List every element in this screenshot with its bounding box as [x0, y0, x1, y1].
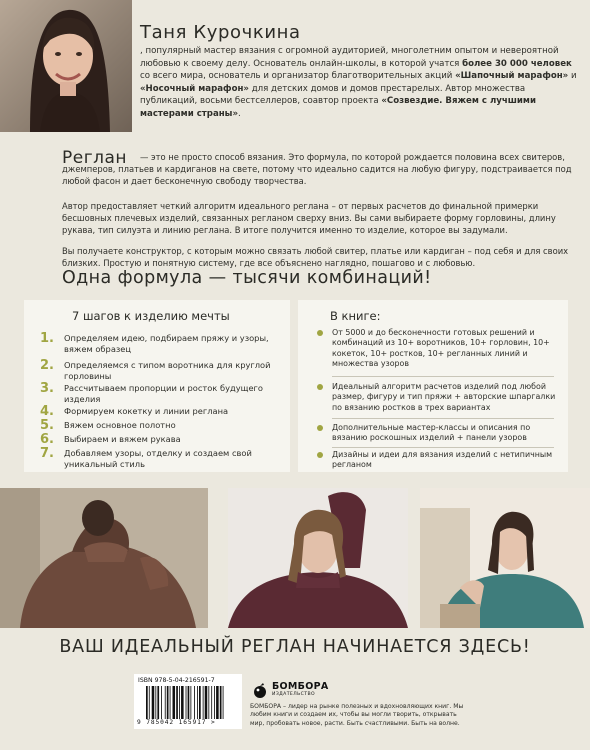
- model-photo-teal-sweater: [420, 488, 590, 628]
- barcode-bar: [211, 686, 212, 719]
- step-number: 3.: [40, 381, 54, 396]
- barcode-bar: [173, 686, 176, 719]
- step-text: Вяжем основное полотно: [64, 420, 176, 430]
- book-feature-text: Дополнительные мастер-классы и описания по вязанию роскошных изделий + панели узоров: [332, 423, 531, 443]
- barcode-bar: [197, 686, 198, 719]
- constructor-paragraph: Вы получаете конструктор, с которым можно связать любой свитер, платье или кардиган – под себя и для своих близких. Простую и понятную систему, где все объяснено наглядно, пошагово и с любовью.: [62, 246, 569, 268]
- barcode-bar: [146, 686, 148, 719]
- barcode-bar: [203, 686, 204, 719]
- book-feature-text: От 5000 и до бесконечности готовых решений и комбинаций из 10+ воротников, 10+ горловин, 10+ кокеток, 10+ ростков, 10+ регланных линий и множества узоров: [332, 328, 550, 369]
- model-photo-brown-sweater: [0, 488, 208, 628]
- step-text: Формируем кокетку и линии реглана: [64, 406, 229, 416]
- book-feature-item: [314, 382, 558, 413]
- students-count: более 30 000 человек: [462, 58, 572, 69]
- barcode-icon: [146, 686, 238, 719]
- barcode-bar: [161, 686, 162, 719]
- barcode-bar: [157, 686, 159, 719]
- step-text: Добавляем узоры, отделку и создаем свой уникальный стиль: [64, 448, 252, 469]
- book-feature-text: Дизайны и идеи для вязания изделий с нетипичным регланом: [332, 450, 553, 470]
- publisher-description: [250, 703, 470, 728]
- step-item: [40, 434, 280, 446]
- step-item: [40, 333, 280, 355]
- barcode-bar: [216, 686, 219, 719]
- bio-mid: со всего мира, основатель и организатор благотворительных акций: [140, 71, 456, 82]
- barcode-bar: [205, 686, 208, 719]
- author-name: Таня Курочкина: [140, 22, 301, 43]
- project-name: «Созвездие. Вяжем с лучшими мастерами страны»: [140, 96, 536, 119]
- formula-headline: Одна формула — тысячи комбинаций!: [62, 268, 432, 288]
- barcode-digits: 9 785042 165917 >: [137, 719, 216, 726]
- barcode-block: [134, 674, 242, 729]
- bullet-icon: [314, 450, 332, 471]
- step-text: Выбираем и вяжем рукава: [64, 434, 181, 444]
- book-feature-item: [314, 423, 558, 444]
- raglan-title: Реглан: [62, 148, 128, 168]
- author-portrait: [0, 0, 132, 132]
- step-text: Определяемся с типом воротника для круглой горловины: [64, 360, 271, 381]
- barcode-bar: [223, 686, 224, 719]
- step-number: 4.: [40, 404, 54, 419]
- step-number: 6.: [40, 432, 54, 447]
- book-feature-item: [314, 450, 558, 471]
- step-item: [40, 448, 280, 470]
- author-bio: [140, 45, 580, 121]
- barcode-bar: [167, 686, 169, 719]
- raglan-intro-text: — это не просто способ вязания. Это формула, по которой рождается половина всех свитеров, джемперов, платьев и кардиганов на свете, потому что идеально садится на любую фигуру, подстраивается под любой фасон и дает бесконечную свободу творчества.: [62, 152, 572, 186]
- barcode-bar: [165, 686, 166, 719]
- book-contents-panel: [298, 300, 568, 472]
- slogan: ВАШ ИДЕАЛЬНЫЙ РЕГЛАН НАЧИНАЕТСЯ ЗДЕСЬ!: [59, 637, 531, 657]
- book-feature-text: Идеальный алгоритм расчетов изделий под любой размер, фигуру и тип пряжи + авторские шпаргалки по вязанию ростков в трех вариантах: [332, 382, 556, 412]
- barcode-bar: [214, 686, 215, 719]
- barcode-bar: [188, 686, 190, 719]
- step-number: 5.: [40, 418, 54, 433]
- step-item: [40, 420, 280, 432]
- publisher-blurb: – лидер на рынке полезных и вдохновляющих книг. Мы любим книги и создаем их, чтобы вы могли творить, открывать мир, пробовать новое, расти. Быть счастливыми. Быть на волне.: [250, 703, 464, 727]
- bombora-logo-icon: [252, 683, 268, 699]
- barcode-bar: [190, 686, 191, 719]
- barcode-bar: [155, 686, 156, 719]
- barcode-bar: [181, 686, 184, 719]
- steps-panel: [24, 300, 290, 472]
- step-number: 1.: [40, 331, 54, 346]
- logo-brand: БОМБОРА: [272, 681, 329, 692]
- bio-and: и: [568, 71, 577, 82]
- raglan-intro: [62, 152, 582, 188]
- barcode-bar: [194, 686, 195, 719]
- divider: [332, 376, 554, 377]
- publisher-name: БОМБОРА: [250, 703, 282, 710]
- divider: [332, 418, 554, 419]
- barcode-bar: [199, 686, 201, 719]
- book-feature-item: [314, 328, 558, 370]
- bullet-icon: [314, 382, 332, 413]
- divider: [332, 447, 554, 448]
- bio-lead: , популярный мастер вязания с огромной аудиторией, многолетним опытом и невероятной любовью к своему делу. Основатель онлайн-школы, в которой учатся: [140, 46, 559, 69]
- barcode-bar: [208, 686, 209, 719]
- step-item: [40, 383, 280, 405]
- barcode-bar: [186, 686, 187, 719]
- barcode-bar: [176, 686, 178, 719]
- step-item: [40, 406, 280, 418]
- step-number: 7.: [40, 446, 54, 461]
- logo-sub: ИЗДАТЕЛЬСТВО: [272, 692, 316, 697]
- barcode-bar: [152, 686, 155, 719]
- campaign-socks: «Носочный марафон»: [140, 83, 249, 94]
- step-item: [40, 360, 280, 382]
- bullet-icon: [314, 423, 332, 444]
- isbn: ISBN 978-5-04-216591-7: [138, 677, 215, 684]
- steps-title: 7 шагов к изделию мечты: [72, 309, 230, 323]
- campaign-hats: «Шапочный марафон»: [455, 71, 569, 82]
- step-text: Рассчитываем пропорции и росток будущего изделия: [64, 383, 263, 404]
- bio-end: .: [238, 108, 241, 119]
- publisher-logo: [252, 683, 329, 699]
- logo-text: [272, 683, 329, 699]
- book-contents-title: В книге:: [330, 309, 381, 323]
- bullet-icon: [314, 328, 332, 370]
- step-number: 2.: [40, 358, 54, 373]
- algorithm-paragraph: Автор предоставляет четкий алгоритм идеального реглана – от первых расчетов до финальной примерки бесшовных плечевых изделий, связанных регланом сверху вниз. Вы сами выбираете форму горловины, длину рукава, тип силуэта и линию реглана. В итоге получится именно то изделие, которое вы задумали.: [62, 201, 556, 235]
- barcode-bar: [149, 686, 150, 719]
- barcode-bar: [170, 686, 171, 719]
- model-photo-burgundy-sweater: [228, 488, 408, 628]
- step-text: Определяем идею, подбираем пряжу и узоры, вяжем образец: [64, 333, 269, 354]
- bio-mid2: для детских домов и домов престарелых. Автор множества публикаций, восьми бестселлеров, соавтор проекта: [140, 83, 526, 107]
- barcode-bar: [220, 686, 222, 719]
- barcode-bar: [179, 686, 180, 719]
